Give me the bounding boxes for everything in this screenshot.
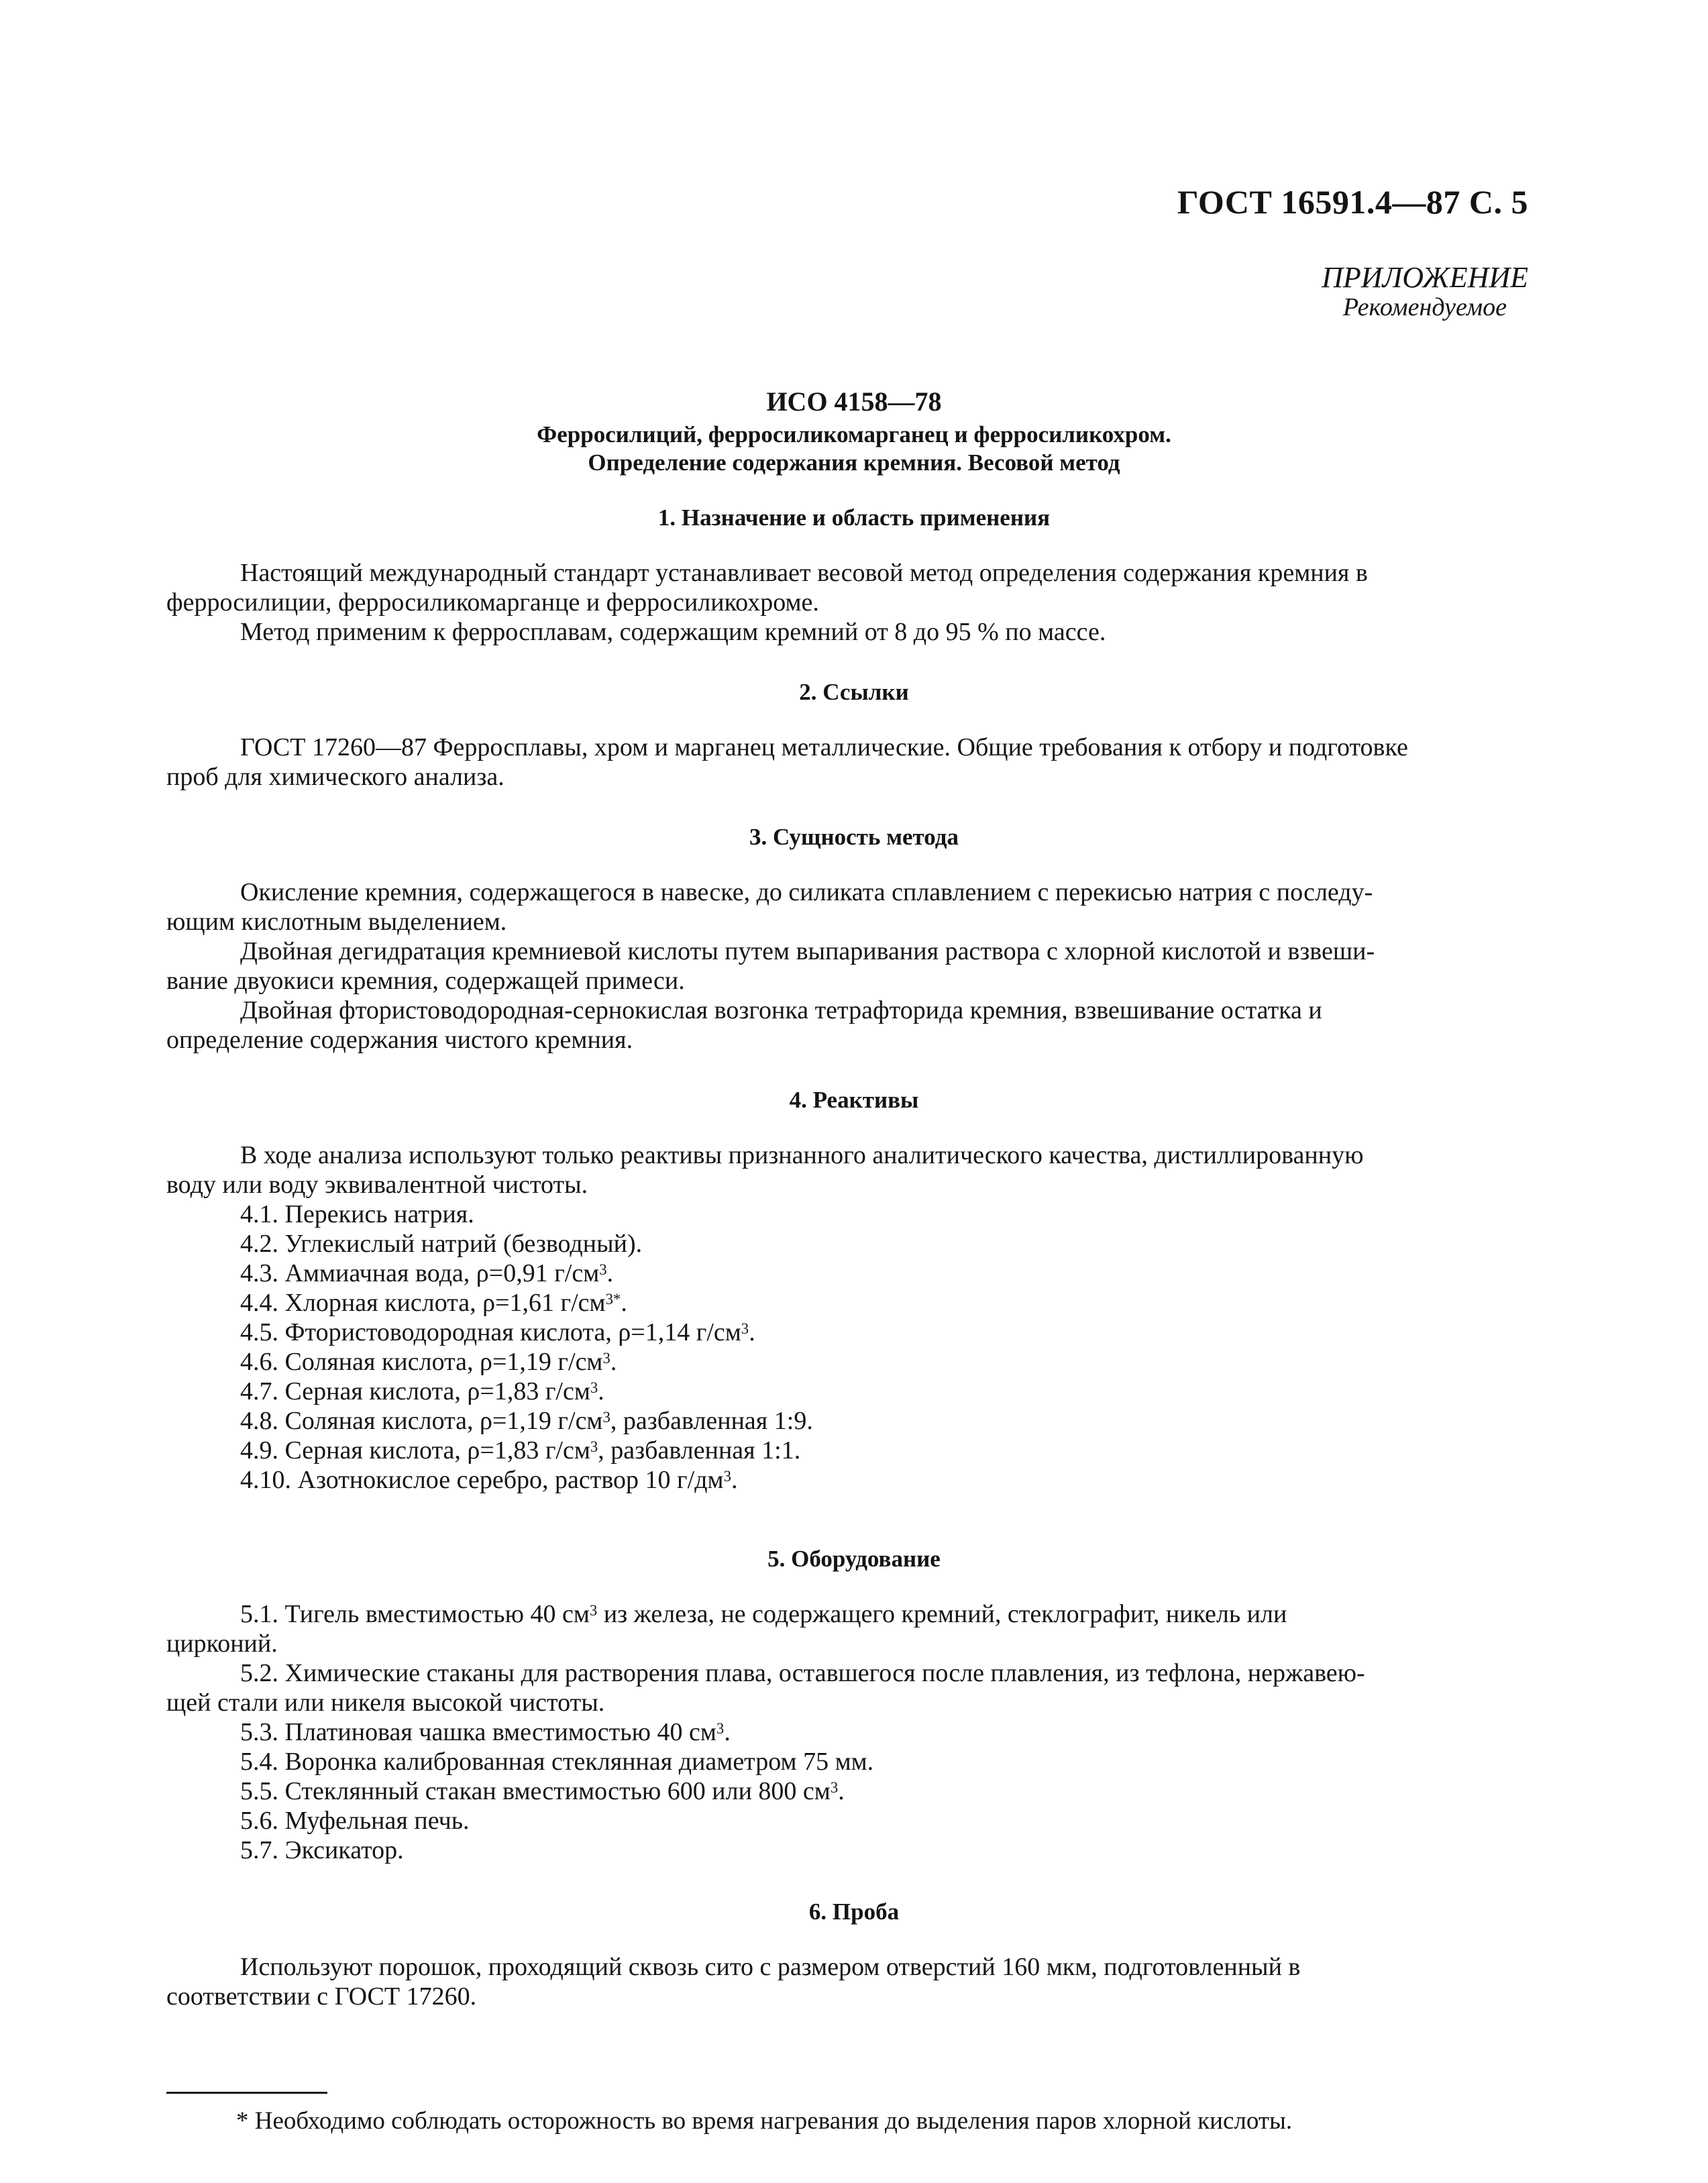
reagent-item: 4.3. Аммиачная вода, ρ=0,91 $г/см^3$. [240, 1259, 614, 1287]
footnote-divider [166, 2092, 327, 2094]
reagent-item: 4.10. Азотнокислое серебро, раствор 10 $г/дм^3$. [240, 1466, 738, 1494]
section-4-intro [166, 1140, 1528, 1200]
appendix-status: Рекомендуемое [1342, 293, 1507, 321]
section-3-line-1: Окисление кремния, содержащегося в навеске, до силиката сплавлением с перекисью натрия с последу- [240, 878, 1373, 906]
section-2-heading: 2. Ссылки [799, 679, 909, 705]
reagent-item: 4.7. Серная кислота, ρ=1,83 $г/см^3$. [240, 1377, 604, 1405]
equipment-item: 5.5. Стеклянный стакан вместимостью 600 или 800 $см^3$. [240, 1777, 845, 1805]
footnote: * Необходимо соблюдать осторожность во время нагревания до выделения паров хлорной кислоты. [236, 2107, 1293, 2135]
section-3-heading: 3. Сущность метода [749, 824, 959, 850]
reagent-item: 4.5. Фтористоводородная кислота, ρ=1,14 $г/см^3$. [240, 1318, 755, 1346]
section-2-body [166, 733, 1528, 792]
section-2-line-2: проб для химического анализа. [166, 763, 504, 791]
equipment-item-continuation: щей стали или никеля высокой чистоты. [166, 1689, 605, 1717]
section-6-line-1: Используют порошок, проходящий сквозь сито с размером отверстий 160 мкм, подготовленный в [240, 1953, 1301, 1981]
section-1-line-1: Настоящий международный стандарт устанавливает весовой метод определения содержания кремния в [240, 559, 1368, 587]
section-3-line-2: ющим кислотным выделением. [166, 908, 507, 936]
reagent-item: 4.2. Углекислый натрий (безводный). [240, 1230, 643, 1258]
document-title-line-2: Определение содержания кремния. Весовой метод [588, 449, 1120, 476]
section-5-heading: 5. Оборудование [767, 1546, 941, 1572]
equipment-list [240, 1717, 873, 1865]
reagent-item: 4.8. Соляная кислота, ρ=1,19 $г/см^3$, разбавленная 1:9. [240, 1407, 813, 1435]
section-1-body [166, 558, 1528, 647]
section-6-heading: 6. Проба [808, 1899, 900, 1925]
reagent-item: 4.1. Перекись натрия. [240, 1200, 474, 1228]
appendix-label: ПРИЛОЖЕНИЕ [1322, 261, 1528, 294]
equipment-item-continuation: цирконий. [166, 1630, 278, 1658]
section-3-line-4: вание двуокиси кремния, содержащей примеси. [166, 967, 685, 995]
equipment-item: 5.3. Платиновая чашка вместимостью 40 $см^3$. [240, 1718, 731, 1746]
equipment-item: 5.4. Воронка калиброванная стеклянная диаметром 75 мм. [240, 1748, 874, 1776]
section-4-intro-line-2: воду или воду эквивалентной чистоты. [166, 1171, 588, 1199]
document-number: ГОСТ 16591.4—87 С. 5 [1177, 183, 1528, 221]
section-4-heading: 4. Реактивы [789, 1087, 919, 1113]
section-6-body [166, 1952, 1528, 2011]
document-title-line-1: Ферросилиций, ферросиликомарганец и ферросиликохром. [537, 421, 1171, 447]
reagent-item: 4.6. Соляная кислота, ρ=1,19 $г/см^3$. [240, 1348, 617, 1376]
section-1-line-3: Метод применим к ферросплавам, содержащим кремний от 8 до 95 % по массе. [240, 618, 1106, 646]
section-1-line-2: ферросилиции, ферросиликомарганце и ферросиликохроме. [166, 588, 819, 617]
section-3-body [166, 877, 1528, 1055]
section-3-line-5: Двойная фтористоводородная-сернокислая возгонка тетрафторида кремния, взвешивание остатка и [240, 996, 1322, 1024]
iso-standard-id: ИСО 4158—78 [766, 386, 942, 417]
section-2-line-1: ГОСТ 17260—87 Ферросплавы, хром и марганец металлические. Общие требования к отбору и подготовке [240, 733, 1408, 761]
section-5-body [166, 1599, 1528, 1717]
equipment-item: 5.7. Эксикатор. [240, 1836, 404, 1864]
equipment-item: 5.1. Тигель вместимостью 40 $см^3$ из железа, не содержащего кремний, стеклографит, никель или [240, 1600, 1287, 1628]
section-4-intro-line-1: В ходе анализа используют только реактивы признанного аналитического качества, дистиллированную [240, 1141, 1364, 1169]
section-3-line-3: Двойная дегидратация кремниевой кислоты путем выпаривания раствора с хлорной кислотой и взвеши- [240, 937, 1375, 965]
reagent-item: 4.4. Хлорная кислота, ρ=1,61 $г/см^{3*}$. [240, 1289, 627, 1317]
reagents-list [240, 1200, 813, 1495]
equipment-item: 5.2. Химические стаканы для растворения плава, оставшегося после плавления, из тефлона, нержавею- [240, 1659, 1365, 1687]
section-6-line-2: соответствии с ГОСТ 17260. [166, 1982, 477, 2011]
reagent-item: 4.9. Серная кислота, ρ=1,83 $г/см^3$, разбавленная 1:1. [240, 1436, 801, 1465]
section-3-line-6: определение содержания чистого кремния. [166, 1026, 633, 1054]
section-1-heading: 1. Назначение и область применения [657, 504, 1051, 531]
equipment-item: 5.6. Муфельная печь. [240, 1807, 470, 1835]
